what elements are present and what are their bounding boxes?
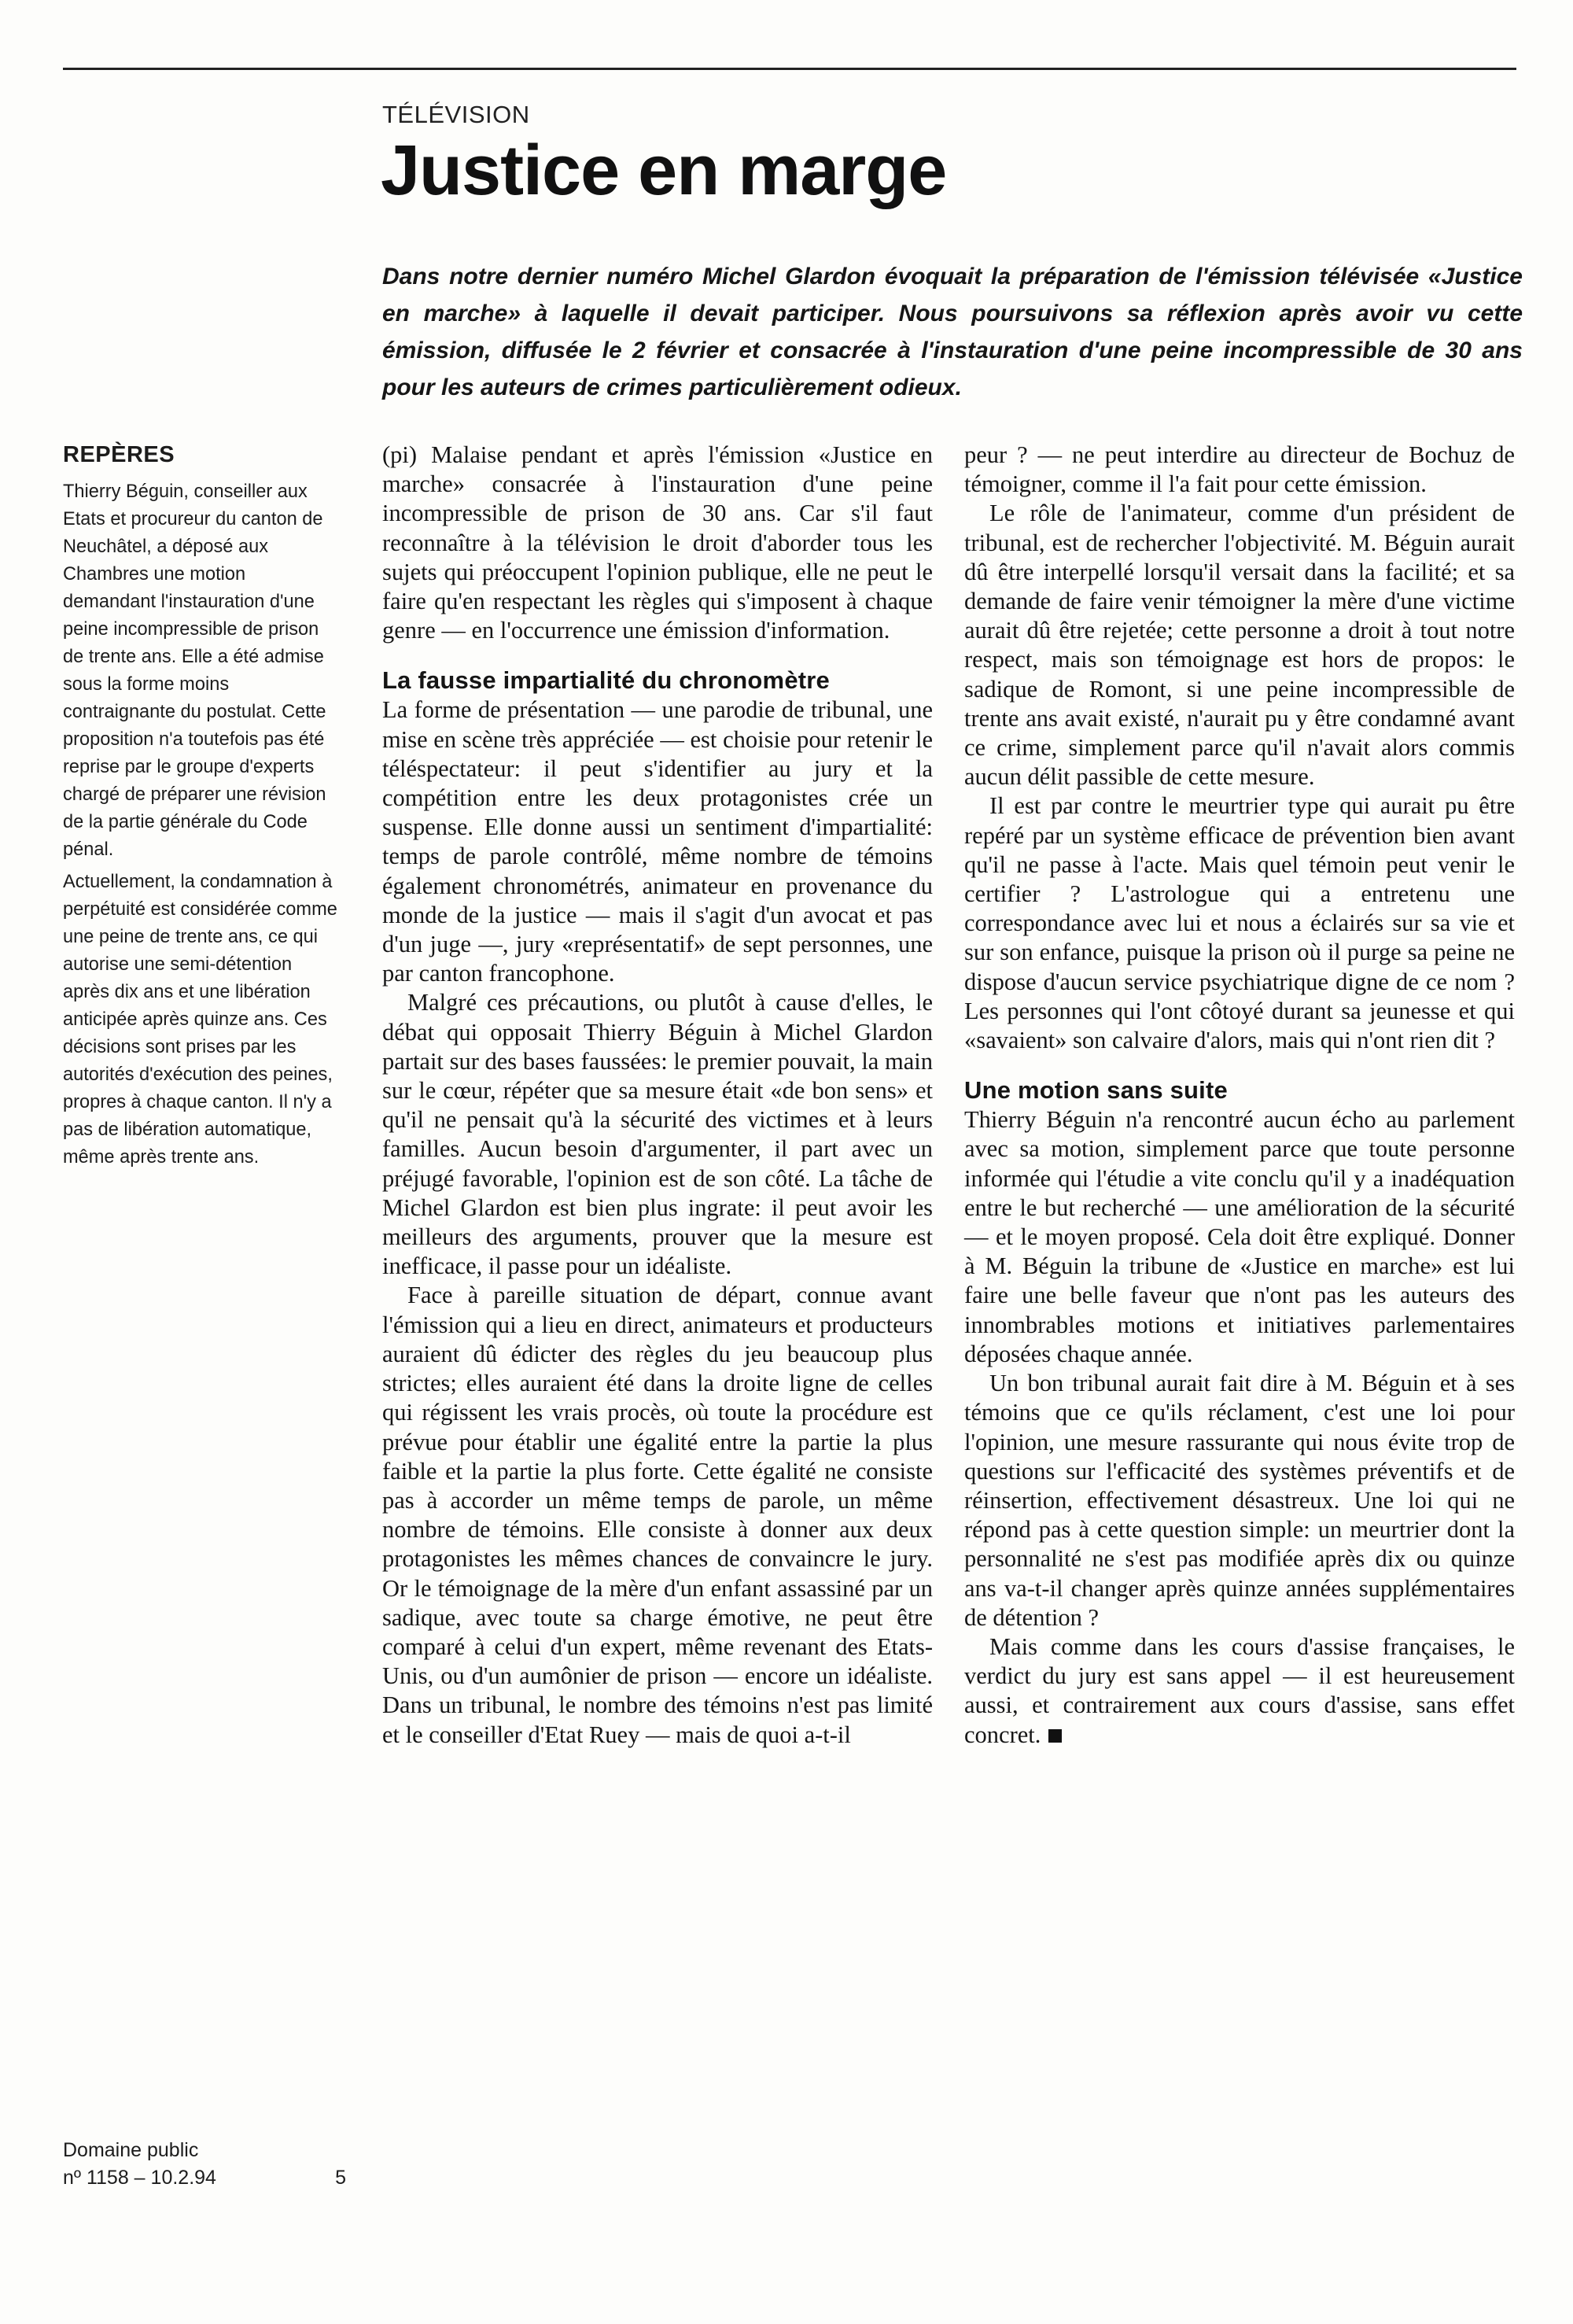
end-of-article-mark	[1048, 1729, 1062, 1743]
article-column-1	[382, 441, 933, 1750]
publication-name: Domaine public	[63, 2139, 199, 2161]
page-number: 5	[335, 2167, 346, 2189]
body-paragraph: Un bon tribunal aurait fait dire à M. Béguin et à ses témoins que ce qu'ils réclament, c'est une loi pour l'opinion, une mesure rassurante qui nous évite trop de questions sur l'efficacité des systèmes préventifs et de réinsertion, effectivement désastreux. Une loi qui ne répond pas à cette question simple: un meurtrier dont la personnalité ne s'est pas modifiée après dix ou quinze ans va-t-il changer après quinze années supplémentaires de détention ?	[964, 1370, 1515, 1631]
body-paragraph: (pi) Malaise pendant et après l'émission «Justice en marche» consacrée à l'instauration d'une peine incompressible de prison de 30 ans. Car s'il faut reconnaître à la télévision le droit d'aborder tous les sujets qui préoccupent l'opinion publique, elle ne peut le faire qu'en respectant les règles qui s'imposent à chaque genre — en l'occurrence une émission d'information.	[382, 441, 933, 644]
subheading: La fausse impartialité du chronomètre	[382, 666, 830, 695]
article-title: Justice en marge	[381, 131, 947, 210]
body-paragraph	[964, 1632, 1515, 1750]
body-paragraph: La forme de présentation — une parodie de tribunal, une mise en scène très appréciée — est choisie pour retenir le téléspectateur: il peut s'identifier au jury et la compétition entre les deux protagonistes crée un suspense. Elle donne aussi un sentiment d'impartialité: temps de parole contrôlé, même nombre de témoins également chronométrés, animateur en provenance du monde de la justice — mais il s'agit d'un avocat et pas d'un juge —, jury «représentatif» de sept personnes, une par canton francophone.	[382, 696, 933, 987]
sidebar-reperes	[63, 439, 342, 1176]
body-paragraph: Le rôle de l'animateur, comme d'un président de tribunal, est de rechercher l'objectivité. M. Béguin aurait dû être interpellé lorsqu'il versait dans la facilité; et sa demande de faire venir témoigner la mère d'une victime aurait dû être rejetée; cette personne a droit à tout notre respect, mais son témoignage est hors de propos: le sadique de Romont, si une peine incompressible de trente ans avait existé, n'aurait pu y être condamné avant ce crime, simplement parce qu'il n'avait alors commis aucun délit passible de cette mesure.	[964, 500, 1515, 791]
last-paragraph-text: Mais comme dans les cours d'assise françaises, le verdict du jury est sans appel — il est heureusement aussi, et contrairement aux cours d'assise, sans effet concret.	[964, 1632, 1515, 1748]
top-rule	[63, 68, 1516, 70]
body-paragraph: Thierry Béguin n'a rencontré aucun écho au parlement avec sa motion, simplement parce que toute personne informée qui l'étudie a vite conclu qu'il y a inadéquation entre le but recherché — une amélioration de la sécurité — et le moyen proposé. Cela doit être expliqué. Donner à M. Béguin la tribune de «Justice en marche» est lui faire une belle faveur que n'ont pas les auteurs des innombrables motions et initiatives parlementaires déposées chaque année.	[964, 1106, 1515, 1367]
sidebar-paragraph: Thierry Béguin, conseiller aux Etats et procureur du canton de Neuchâtel, a déposé aux Chambres une motion demandant l'instauration d'une peine incompressible de prison de trente ans. Elle a été admise sous la forme moins contraignante du postulat. Cette proposition n'a toutefois pas été reprise par le groupe d'experts chargé de préparer une révision de la partie générale du Code pénal.	[63, 481, 326, 860]
issue-number: nº 1158 – 10.2.94	[63, 2167, 216, 2189]
page-footer	[63, 2137, 346, 2192]
body-paragraph: peur ? — ne peut interdire au directeur de Bochuz de témoigner, comme il l'a fait pour cette émission.	[964, 441, 1515, 498]
article-lead: Dans notre dernier numéro Michel Glardon évoquait la préparation de l'émission télévisée «Justice en marche» à laquelle il devait participer. Nous poursuivons sa réflexion après avoir vu cette émission, diffusée le 2 février et consacrée à l'instauration d'une peine incompressible de 30 ans pour les auteurs de crimes particulièrement odieux.	[382, 264, 1523, 400]
body-paragraph: Il est par contre le meurtrier type qui aurait pu être repéré par un système efficace de prévention bien avant qu'il ne passe à l'acte. Mais quel témoin peut venir le certifier ? L'astrologue qui a entretenu une correspondance avec lui et nous a éclairés sur sa vie et sur son enfance, puisque la prison où il purge sa peine ne dispose d'aucun service psychiatrique digne de ce nom ? Les personnes qui l'ont côtoyé durant sa jeunesse et qui «savaient» son calvaire d'alors, mais qui n'ont rien dit ?	[964, 792, 1515, 1054]
subheading: Une motion sans suite	[964, 1076, 1228, 1105]
article-column-2	[964, 441, 1515, 1750]
section-rubric: TÉLÉVISION	[382, 101, 530, 128]
sidebar-paragraph: Actuellement, la condamnation à perpétuité est considérée comme une peine de trente ans, ce qui autorise une semi-détention après dix ans et une libération anticipée après quinze ans. Ces décisions sont prises par les autorités d'exécution des peines, propres à chaque canton. Il n'y a pas de libération automatique, même après trente ans.	[63, 872, 337, 1168]
sidebar-heading: REPÈRES	[63, 442, 175, 467]
body-paragraph: Face à pareille situation de départ, connue avant l'émission qui a lieu en direct, animateurs et producteurs auraient dû édicter des règles du jeu beaucoup plus strictes; elles auraient été dans la droite ligne de celles qui régissent les vrais procès, où toute la procédure est prévue pour établir une égalité entre la partie la plus faible et la partie la plus forte. Cette égalité ne consiste pas à accorder un même temps de parole, un même nombre de témoins. Elle consiste à donner aux deux protagonistes les mêmes chances de convaincre le jury. Or le témoignage de la mère d'un enfant assassiné par un sadique, avec toute sa charge émotive, ne peut être comparé à celui d'un expert, même revenant des Etats-Unis, ou d'un aumônier de prison — encore un idéaliste. Dans un tribunal, le nombre des témoins n'est pas limité et le conseiller d'Etat Ruey — mais de quoi a-t-il	[382, 1282, 933, 1748]
body-paragraph: Malgré ces précautions, ou plutôt à cause d'elles, le débat qui opposait Thierry Béguin à Michel Glardon partait sur des bases faussées: le premier pouvait, la main sur le cœur, répéter que sa mesure était «de bon sens» et qu'il ne pensait qu'à la sécurité des victimes et à leurs familles. Aucun besoin d'argumenter, il part avec un préjugé favorable, l'opinion est de son côté. La tâche de Michel Glardon est bien plus ingrate: il peut avoir les meilleurs des arguments, prouver que la mesure est inefficace, il passe pour un idéaliste.	[382, 989, 933, 1280]
